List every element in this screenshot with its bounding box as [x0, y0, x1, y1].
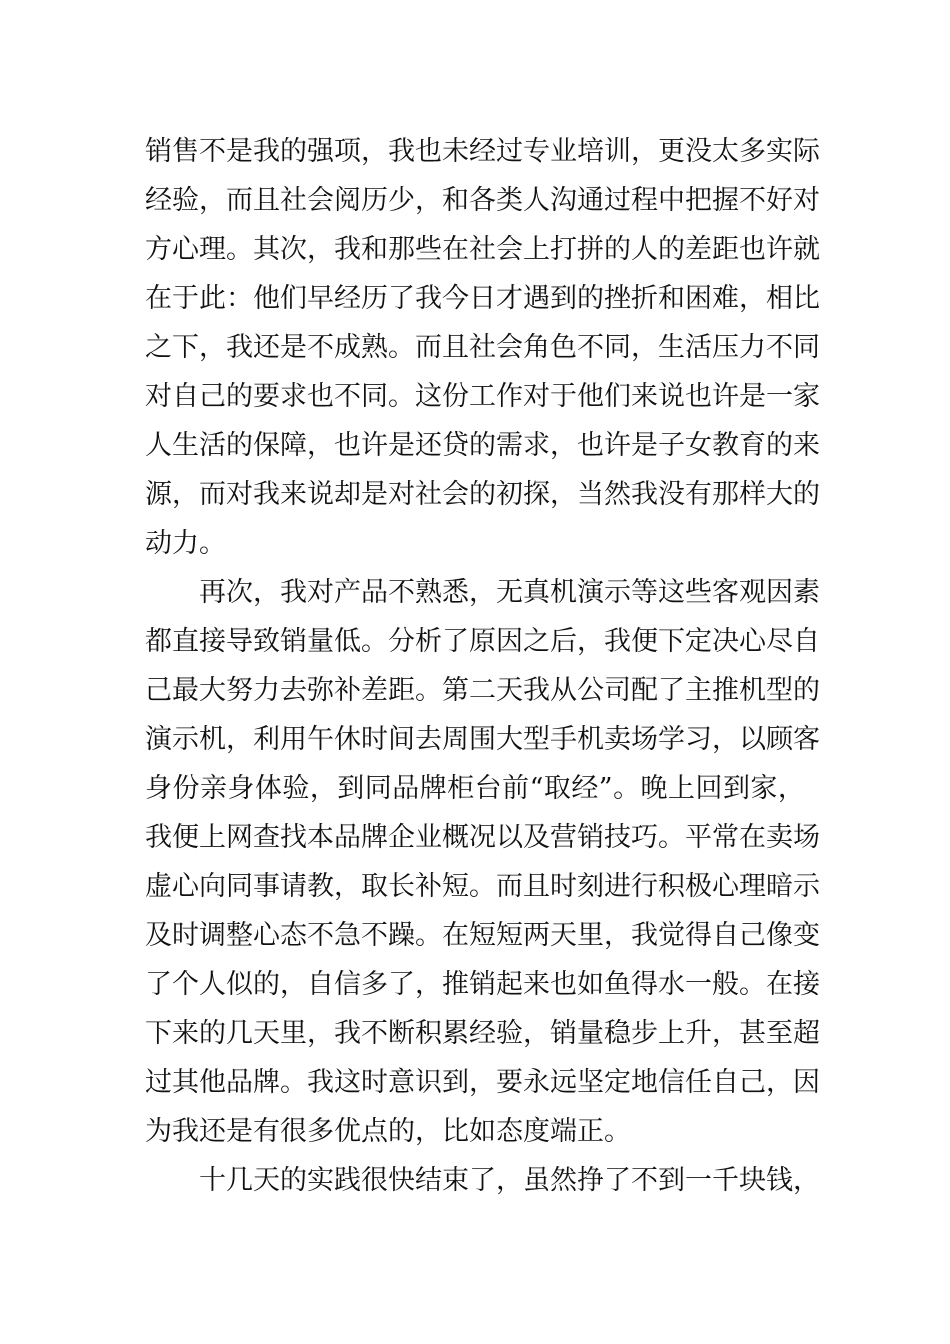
- text-line: 我 便 上 网 查 找 本 品 牌 企 业 概 况 以 及 营 销 技 巧 。 平 常 在 卖 场: [145, 822, 820, 853]
- text-line: 人 生 活 的 保 障 ， 也 许 是 还 贷 的 需 求 ， 也 许 是 子 女 教 育 的 来: [145, 430, 820, 461]
- text-line: 方 心 理 。 其 次 ， 我 和 那 些 在 社 会 上 打 拼 的 人 的 差 距 也 许 就: [145, 234, 820, 265]
- text-line: 经 验 ， 而 且 社 会 阅 历 少 ， 和 各 类 人 沟 通 过 程 中 把 握 不 好 对: [145, 185, 820, 216]
- text-line: 源 ， 而 对 我 来 说 却 是 对 社 会 的 初 探 ， 当 然 我 没 有 那 样 大 的: [145, 479, 820, 510]
- paragraph-start-line: 十 几 天 的 实 践 很 快 结 束 了 ， 虽 然 挣 了 不 到 一 千 块 钱 ，: [199, 1165, 820, 1196]
- text-line: 都 直 接 导 致 销 量 低 。 分 析 了 原 因 之 后 ， 我 便 下 定 决 心 尽 自: [145, 626, 820, 657]
- text-line: 对 自 己 的 要 求 也 不 同 。 这 份 工 作 对 于 他 们 来 说 也 许 是 一 家: [145, 381, 820, 412]
- text-line: 之 下 ， 我 还 是 不 成 熟 。 而 且 社 会 角 色 不 同 ， 生 活 压 力 不 同: [145, 332, 820, 363]
- text-line: 销 售 不 是 我 的 强 项 ， 我 也 未 经 过 专 业 培 训 ， 更 没 太 多 实 际: [145, 136, 820, 167]
- paragraph-start-line: 再 次 ， 我 对 产 品 不 熟 悉 ， 无 真 机 演 示 等 这 些 客 观 因 素: [199, 577, 820, 608]
- text-line: 虚 心 向 同 事 请 教 ， 取 长 补 短 。 而 且 时 刻 进 行 积 极 心 理 暗 示: [145, 871, 820, 902]
- text-line: 下 来 的 几 天 里 ， 我 不 断 积 累 经 验 ， 销 量 稳 步 上 升 ， 甚 至 超: [145, 1018, 820, 1049]
- text-line: 己 最 大 努 力 去 弥 补 差 距 。 第 二 天 我 从 公 司 配 了 主 推 机 型 的: [145, 675, 820, 706]
- text-line: 及 时 调 整 心 态 不 急 不 躁 。 在 短 短 两 天 里 ， 我 觉 得 自 己 像 变: [145, 920, 820, 951]
- body-text: [145, 127, 820, 1205]
- text-line: 动力。: [145, 528, 226, 559]
- text-line: 在 于 此 ： 他 们 早 经 历 了 我 今 日 才 遇 到 的 挫 折 和 困 难 ， 相 比: [145, 283, 820, 314]
- text-line: 为我还是有很多优点的，比如态度端正。: [145, 1116, 631, 1147]
- text-line: 身 份 亲 身 体 验 ， 到 同 品 牌 柜 台 前 “ 取 经 ” 。 晚 上 回 到 家 ，: [145, 773, 805, 804]
- text-line: 过 其 他 品 牌 。 我 这 时 意 识 到 ， 要 永 远 坚 定 地 信 任 自 己 ， 因: [145, 1067, 820, 1098]
- text-line: 了 个 人 似 的 ， 自 信 多 了 ， 推 销 起 来 也 如 鱼 得 水 一 般 。 在 接: [145, 969, 820, 1000]
- text-line: 演 示 机 ， 利 用 午 休 时 间 去 周 围 大 型 手 机 卖 场 学 习 ， 以 顾 客: [145, 724, 820, 755]
